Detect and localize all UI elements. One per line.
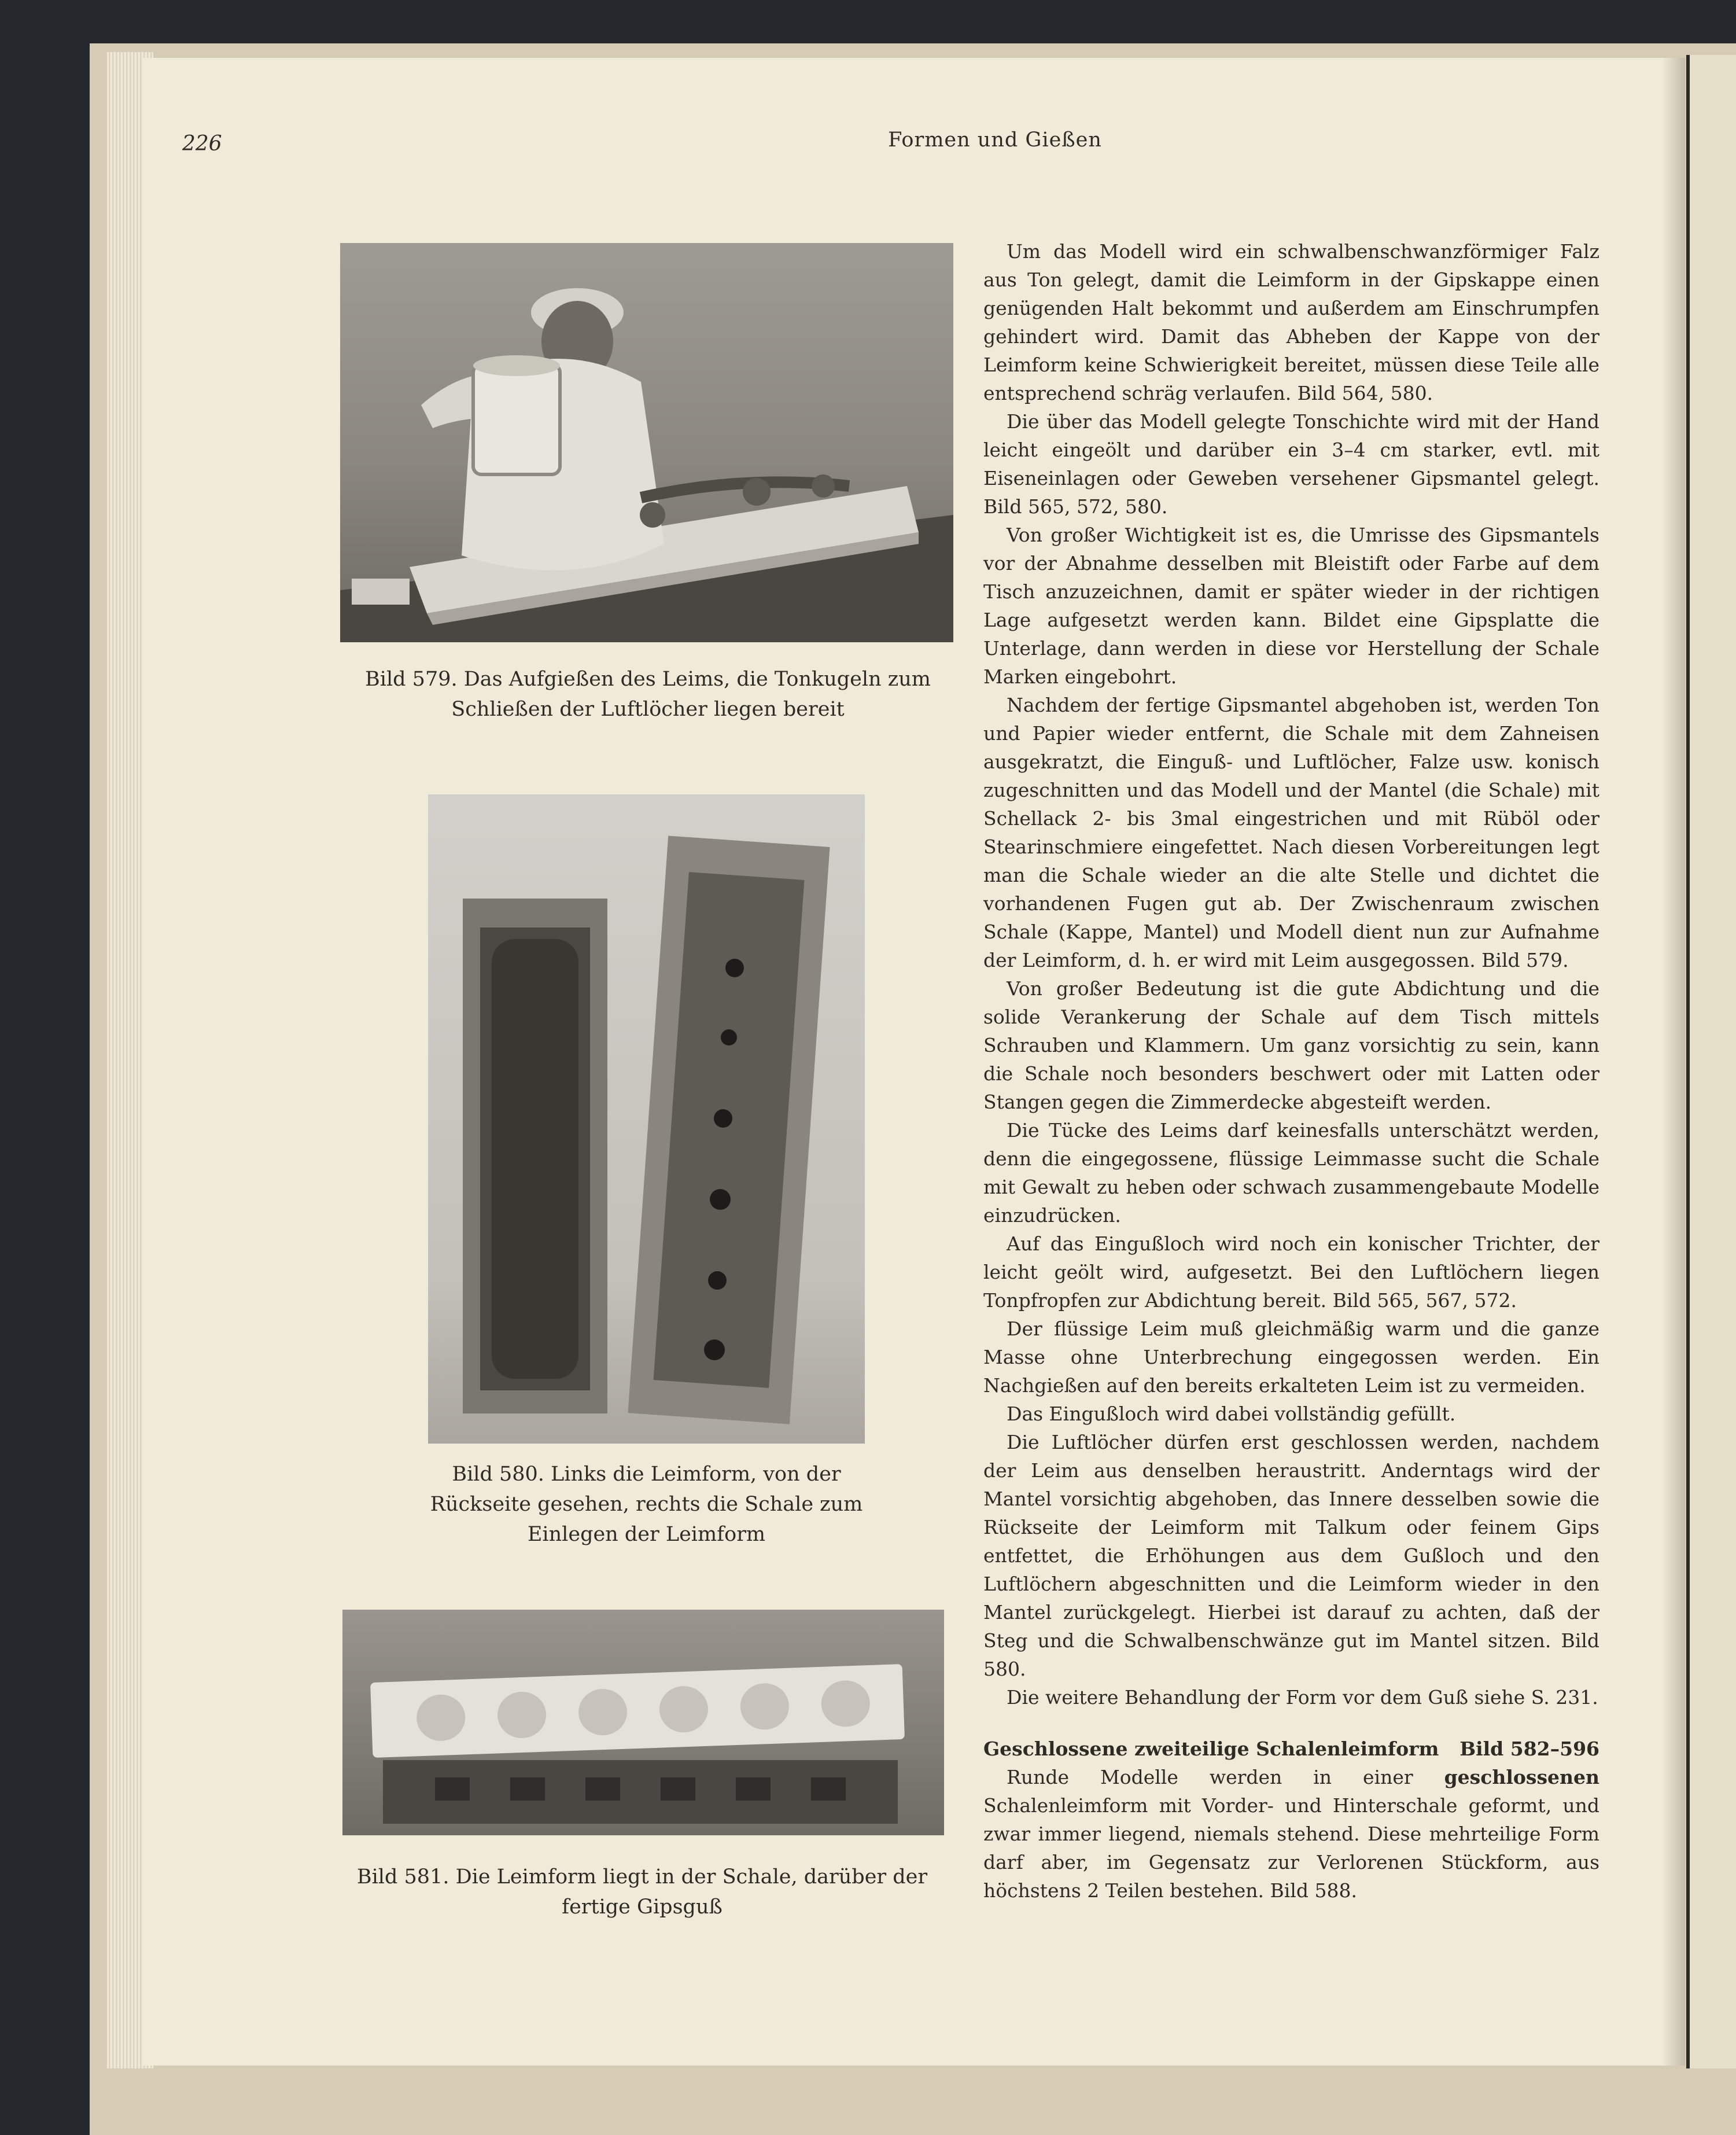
paragraph-4: Nachdem der fertige Gipsmantel abgehoben ist, werden Ton und Papier wieder entfernt, die Schale mit dem Zahneisen ausgekratzt, die Einguß- und Luftlöcher, Falze usw. konisch zugeschnitten und das Modell und der Mantel (die Schale) mit Schellack 2- bis 3mal eingestrichen und mit Rüböl oder Stearinschmiere eingefettet. Nach diesen Vorbereitungen legt man die Schale wieder an die alte Stelle und dichtet die vorhandenen Fugen gut ab. Der Zwischenraum zwischen Schale (Kappe, Mantel) und Modell dient nun zur Aufnahme der Leimform, d. h. er wird mit Leim ausgegossen. Bild 579. [983, 694, 1599, 971]
paragraph-7: Auf das Eingußloch wird noch ein konischer Trichter, der leicht geölt wird, aufgesetzt. Bei den Luftlöchern liegen Tonpfropfen zur Abdichtung bereit. Bild 565, 567, 572. [983, 1232, 1599, 1312]
paragraph-3: Von großer Wichtigkeit ist es, die Umrisse des Gipsmantels vor der Abnahme desselben mit Bleistift oder Farbe auf dem Tisch anzuzeichnen, damit er später wieder in der richtigen Lage aufgesetzt werden kann. Bildet eine Gipsplatte die Unterlage, dann werden in diese vor Herstellung der Schale Marken eingebohrt. [983, 524, 1599, 688]
paragraph-11: Die weitere Behandlung der Form vor dem Guß siehe S. 231. [1007, 1686, 1598, 1709]
section-heading [983, 1735, 1599, 1763]
paragraph-1: Um das Modell wird ein schwalbenschwanzförmiger Falz aus Ton gelegt, damit die Leimform in der Gipskappe einen genügenden Halt bekommt und außerdem am Einschrumpfen gehindert wird. Damit das Abheben der Kappe von der Leimform keine Schwierigkeit bereitet, müssen diese Teile alle entsprechend schräg verlaufen. Bild 564, 580. [983, 240, 1599, 404]
figure-581-photo [342, 1610, 944, 1835]
figure-580-photo [428, 794, 865, 1444]
figure-580-caption: Bild 580. Links die Leimform, von der Rückseite gesehen, rechts die Schale zum Einlegen der Leimform [430, 1463, 863, 1546]
figure-581-caption: Bild 581. Die Leimform liegt in der Schale, darüber der fertige Gipsguß [356, 1865, 928, 1919]
paragraph-2: Die über das Modell gelegte Tonschichte wird mit der Hand leicht eingeölt und darüber ein 3–4 cm starker, evtl. mit Eiseneinlagen oder Geweben versehener Gipsmantel gelegt. Bild 565, 572, 580. [983, 410, 1599, 518]
section-figure-reference: Bild 582–596 [1459, 1738, 1599, 1760]
section-paragraph-emphasis: geschlossenen [1444, 1766, 1599, 1788]
running-title: Formen und Gießen [888, 128, 1102, 152]
section-paragraph-rest: Schalenleimform mit Vorder- und Hinterschale geformt, und zwar immer liegend, niemals stehend. Diese mehrteilige Form darf aber, im Gegensatz zur Verlorenen Stückform, aus höchstens 2 Teilen bestehen. Bild 588. [983, 1794, 1599, 1902]
section-title: Geschlossene zweiteilige Schalenleimform [983, 1738, 1439, 1760]
body-text-column [983, 237, 1599, 1905]
page-gutter [1662, 58, 1685, 2066]
worker-pouring-glue-illustration [340, 243, 953, 642]
section-paragraph [983, 1763, 1599, 1905]
paragraph-6: Die Tücke des Leims darf keinesfalls unterschätzt werden, denn die eingegossene, flüssige Leimmasse sucht die Schale mit Gewalt zu heben oder schwach zusammengebaute Modelle einzudrücken. [983, 1119, 1599, 1227]
section-paragraph-start: Runde Modelle werden in einer [1007, 1766, 1413, 1788]
paragraph-10: Die Luftlöcher dürfen erst geschlossen werden, nachdem der Leim aus denselben heraustritt. Anderntags wird der Mantel vorsichtig abgehoben, das Innere desselben sowie die Rückseite der Leimform mit Talkum oder feinem Gips entfettet, die Erhöhungen aus dem Gußloch und den Luftlöchern abgeschnitten und die Leimform wieder in den Mantel zurückgelegt. Hierbei ist darauf zu achten, daß der Steg und die Schwalbenschwänze gut im Mantel sitzen. Bild 580. [983, 1431, 1599, 1680]
figure-579-photo [340, 243, 953, 642]
glue-mold-and-shell-illustration [428, 794, 865, 1444]
figure-579-caption: Bild 579. Das Aufgießen des Leims, die Tonkugeln zum Schließen der Luftlöcher liegen bereit [365, 668, 931, 721]
paragraph-8: Der flüssige Leim muß gleichmäßig warm und die ganze Masse ohne Unterbrechung eingegossen werden. Ein Nachgießen auf den bereits erkalteten Leim ist zu vermeiden. [983, 1317, 1599, 1397]
paragraph-9: Das Eingußloch wird dabei vollständig gefüllt. [1007, 1403, 1456, 1425]
facing-page-edge [1686, 55, 1736, 2068]
page-number: 226 [182, 132, 222, 156]
paragraph-5: Von großer Bedeutung ist die gute Abdichtung und die solide Verankerung der Schale auf dem Tisch mittels Schrauben und Klammern. Um ganz vorsichtig zu sein, kann die Schale noch besonders beschwert oder mit Latten oder Stangen gegen die Zimmerdecke abgesteift werden. [983, 977, 1599, 1113]
plaster-cast-illustration [342, 1610, 944, 1835]
